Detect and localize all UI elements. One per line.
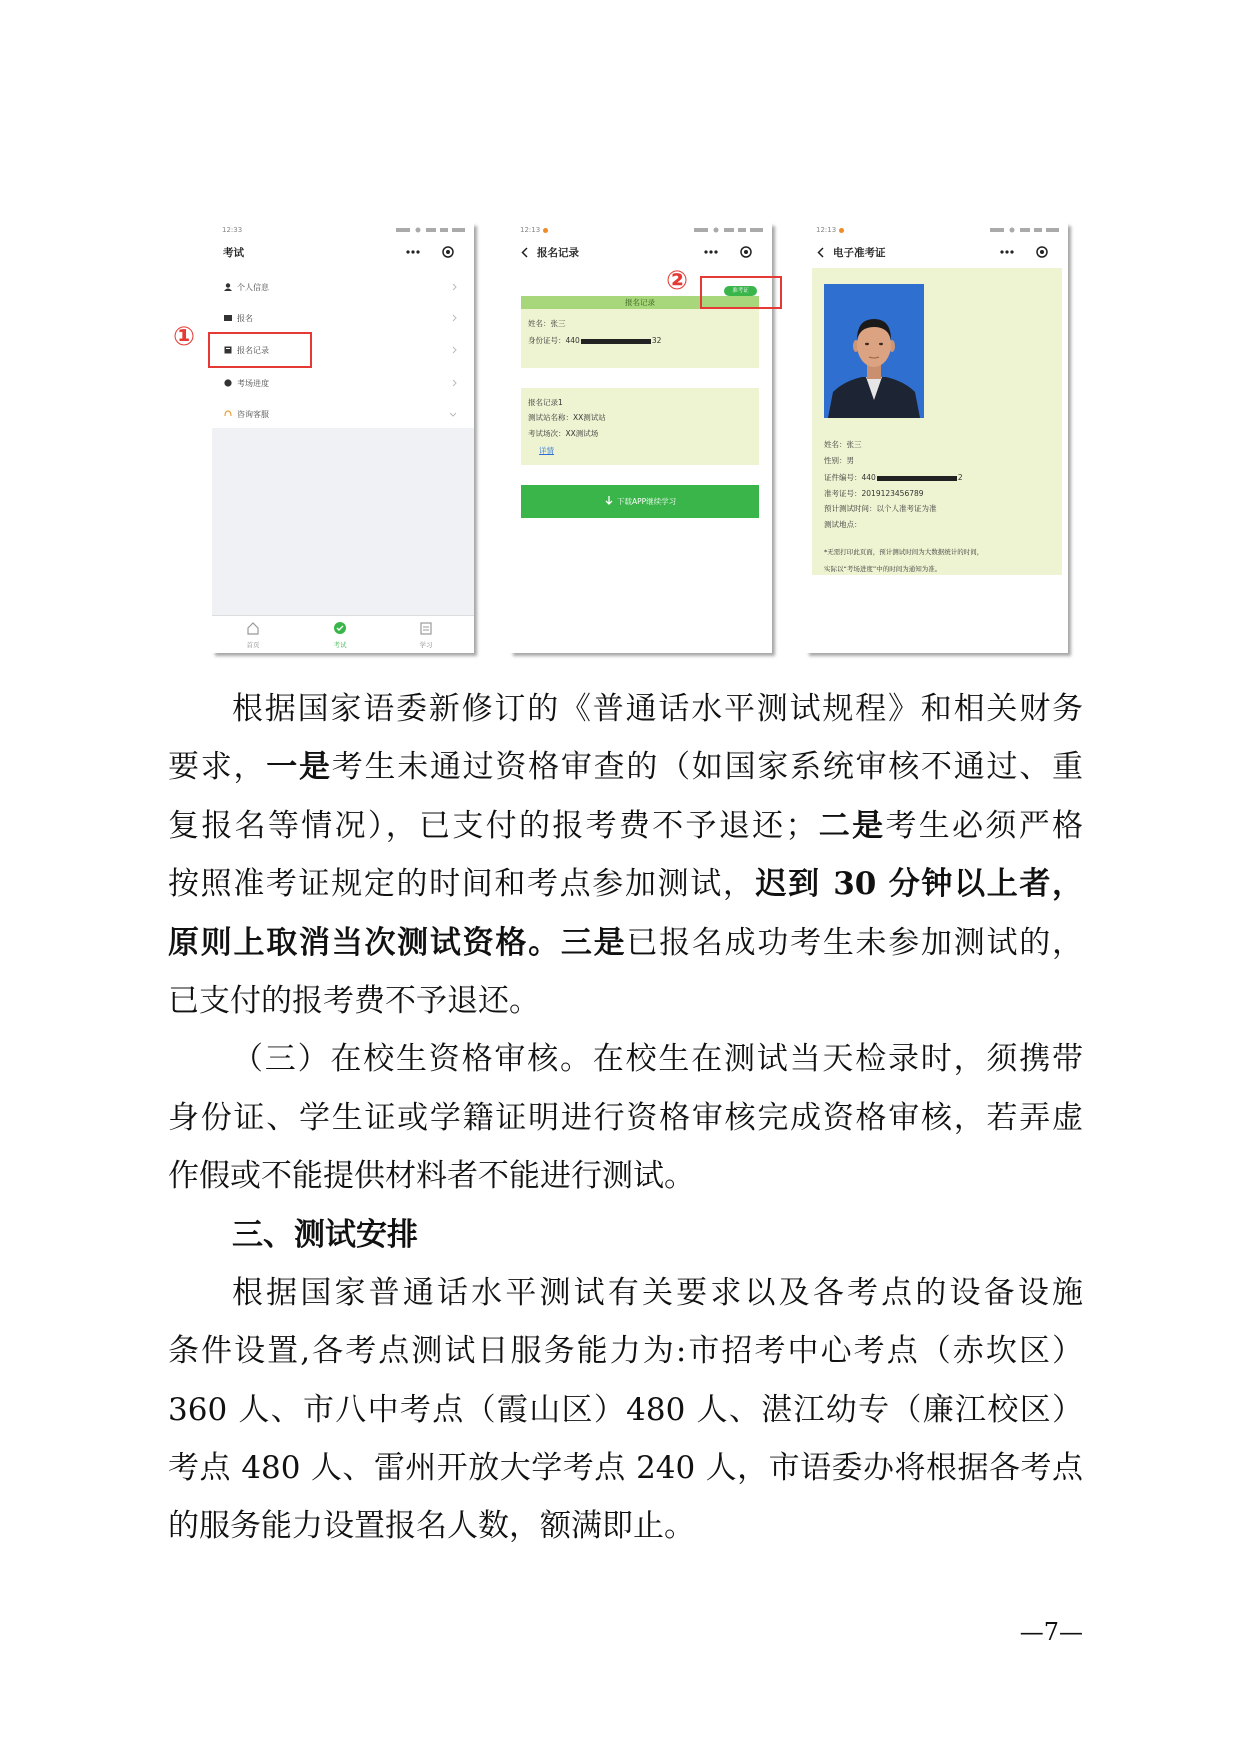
candidate-name: 姓名：张三	[528, 319, 566, 328]
menu-item-label: 咨询客服	[237, 410, 269, 419]
menu-item-label: 报名	[237, 314, 253, 323]
test-station: 测试站名称：XX测试站	[528, 413, 606, 422]
emphasis-run: 一是	[266, 749, 332, 786]
candidate-name: 姓名：张三	[824, 440, 862, 449]
page-title: 报名记录	[537, 247, 579, 259]
paragraph-line: （三）在校生资格审核。在校生在测试当天检录时，须携带	[232, 1041, 1083, 1078]
details-link[interactable]: 详情	[539, 446, 554, 455]
chevron-right-icon	[452, 379, 457, 387]
menu-item-register[interactable]	[212, 303, 474, 334]
card-header: 报名记录	[521, 296, 759, 309]
paragraph-line: 根据国家普通话水平测试有关要求以及各考点的设备设施	[232, 1274, 1083, 1311]
paragraph-line: 360 人、市八中考点（霞山区）480 人、湛江幼专（廉江校区）	[168, 1391, 1083, 1428]
download-icon	[605, 496, 613, 507]
paragraph-line: 的服务能力设置报名人数，额满即止。	[168, 1508, 695, 1545]
back-icon[interactable]	[521, 247, 528, 258]
estimated-test-time: 预计测试时间：以个人准考证为准	[824, 504, 937, 513]
screenshot-exam-menu	[212, 223, 474, 653]
document-body	[168, 680, 1083, 1556]
menu-item-label: 个人信息	[237, 283, 269, 292]
highlight-box-registration-records	[208, 332, 312, 368]
paragraph-line: 身份证、学生证或学籍证明进行资格审核完成资格审核，若弄虚	[168, 1099, 1083, 1136]
id-suffix: 32	[651, 336, 662, 345]
paragraph-line	[168, 680, 1083, 738]
status-icons	[694, 227, 764, 233]
step-marker-2: ②	[665, 266, 688, 296]
emphasis-run: 迟到 30 分钟以上者，	[755, 866, 1083, 903]
exam-session: 考试场次：XX测试场	[528, 429, 599, 438]
home-icon	[246, 621, 260, 635]
text-run: 要求，	[168, 749, 267, 786]
nav-label: 考试	[333, 641, 347, 649]
headset-icon	[224, 410, 232, 418]
admission-ticket-card	[812, 268, 1062, 575]
status-time: 12:13	[520, 226, 541, 234]
page-title: 考试	[223, 247, 244, 259]
page-title: 电子准考证	[833, 247, 886, 259]
text-run: 考生必须严格	[885, 807, 1084, 844]
text-run: 按照准考证规定的时间和考点参加测试，	[168, 866, 756, 903]
paragraph-line	[168, 972, 1083, 1030]
candidate-gender: 性别：男	[824, 456, 854, 465]
id-prefix: 证件编号：440	[824, 473, 876, 482]
step-marker-1: ①	[172, 322, 195, 352]
person-icon	[224, 283, 232, 291]
record-detail-card	[521, 388, 759, 465]
menu-item-personal-info[interactable]	[212, 272, 474, 303]
status-icons	[990, 227, 1060, 233]
chevron-right-icon	[452, 314, 457, 322]
ticket-number: 准考证号：2019123456789	[824, 489, 924, 498]
text-run: 考生未通过资格审查的（如国家系统审核不通过、重	[331, 749, 1084, 786]
study-icon	[419, 621, 433, 635]
download-app-label: 下载APP继续学习	[617, 497, 677, 506]
status-dot	[543, 228, 548, 233]
status-dot	[839, 228, 844, 233]
page-number: —7—	[1019, 1618, 1083, 1646]
paragraph-line: 考点 480 人、雷州开放大学考点 240 人，市语委办将根据各考点	[168, 1450, 1083, 1487]
list-icon	[224, 314, 232, 322]
screenshot-admission-ticket	[806, 223, 1068, 653]
section-heading: 三、测试安排	[232, 1216, 418, 1253]
menu-item-label: 考场进度	[237, 379, 269, 388]
test-location: 测试地点：	[824, 520, 862, 529]
paragraph-line	[168, 797, 1083, 855]
paragraph-line: 作假或不能提供材料者不能进行测试。	[168, 1158, 695, 1195]
redaction-bar	[877, 476, 957, 481]
paragraph-line	[168, 738, 1083, 796]
status-time: 12:13	[816, 226, 837, 234]
nav-item-exam[interactable]	[320, 616, 360, 653]
nav-label: 首页	[246, 641, 260, 649]
nav-label: 学习	[419, 641, 433, 649]
record-title: 报名记录1	[528, 398, 563, 407]
notice-line-2: 实际以“考场进度”中的时间为通知为准。	[824, 565, 942, 573]
chevron-right-icon	[452, 283, 457, 291]
admission-ticket-pill[interactable]: 准考证	[724, 286, 757, 296]
download-app-button[interactable]	[521, 485, 759, 518]
redaction-bar	[581, 339, 651, 344]
back-icon[interactable]	[817, 247, 824, 258]
highlight-box-admission-ticket	[700, 276, 782, 309]
more-icon[interactable]	[704, 250, 718, 254]
chevron-down-icon	[449, 412, 457, 417]
menu-item-customer-service[interactable]	[212, 399, 474, 430]
menu-item-exam-progress[interactable]	[212, 368, 474, 399]
id-number	[824, 472, 963, 483]
emphasis-run: 原则上取消当次测试资格。三是	[168, 924, 627, 961]
more-icon[interactable]	[406, 250, 420, 254]
nav-item-study[interactable]	[406, 616, 446, 653]
more-icon[interactable]	[1000, 250, 1014, 254]
status-time: 12:33	[222, 226, 243, 234]
empty-content-area	[212, 428, 474, 615]
close-target-icon[interactable]	[1036, 246, 1048, 258]
exam-icon	[333, 621, 347, 635]
status-icons	[396, 227, 466, 233]
close-target-icon[interactable]	[442, 246, 454, 258]
text-run: 复报名等情况），已支付的报考费不予退还；	[168, 807, 817, 844]
menu-item-label: 报名记录	[237, 346, 269, 355]
text-run: 已报名成功考生未参加测试的，	[626, 924, 1084, 961]
chevron-right-icon	[452, 346, 457, 354]
id-number	[528, 335, 661, 346]
paragraph-line: 条件设置,各考点测试日服务能力为:市招考中心考点（赤坎区）	[168, 1333, 1083, 1370]
progress-icon	[224, 379, 232, 387]
nav-item-home[interactable]	[233, 616, 273, 653]
id-prefix: 身份证号：440	[528, 336, 580, 345]
text-run: 根据国家语委新修订的《普通话水平测试规程》和相关财务	[232, 691, 1083, 727]
paragraph-line	[168, 855, 1083, 913]
paragraph-line	[168, 914, 1083, 972]
bottom-nav	[212, 615, 474, 653]
emphasis-run: 二是	[816, 807, 886, 844]
id-suffix: 2	[957, 473, 963, 482]
notice-line-1: *无需打印此页面，预计测试时间为大数据统计的时间，	[824, 548, 984, 556]
text-run: 已支付的报考费不予退还。	[168, 982, 540, 1019]
close-target-icon[interactable]	[740, 246, 752, 258]
candidate-photo	[824, 284, 924, 418]
